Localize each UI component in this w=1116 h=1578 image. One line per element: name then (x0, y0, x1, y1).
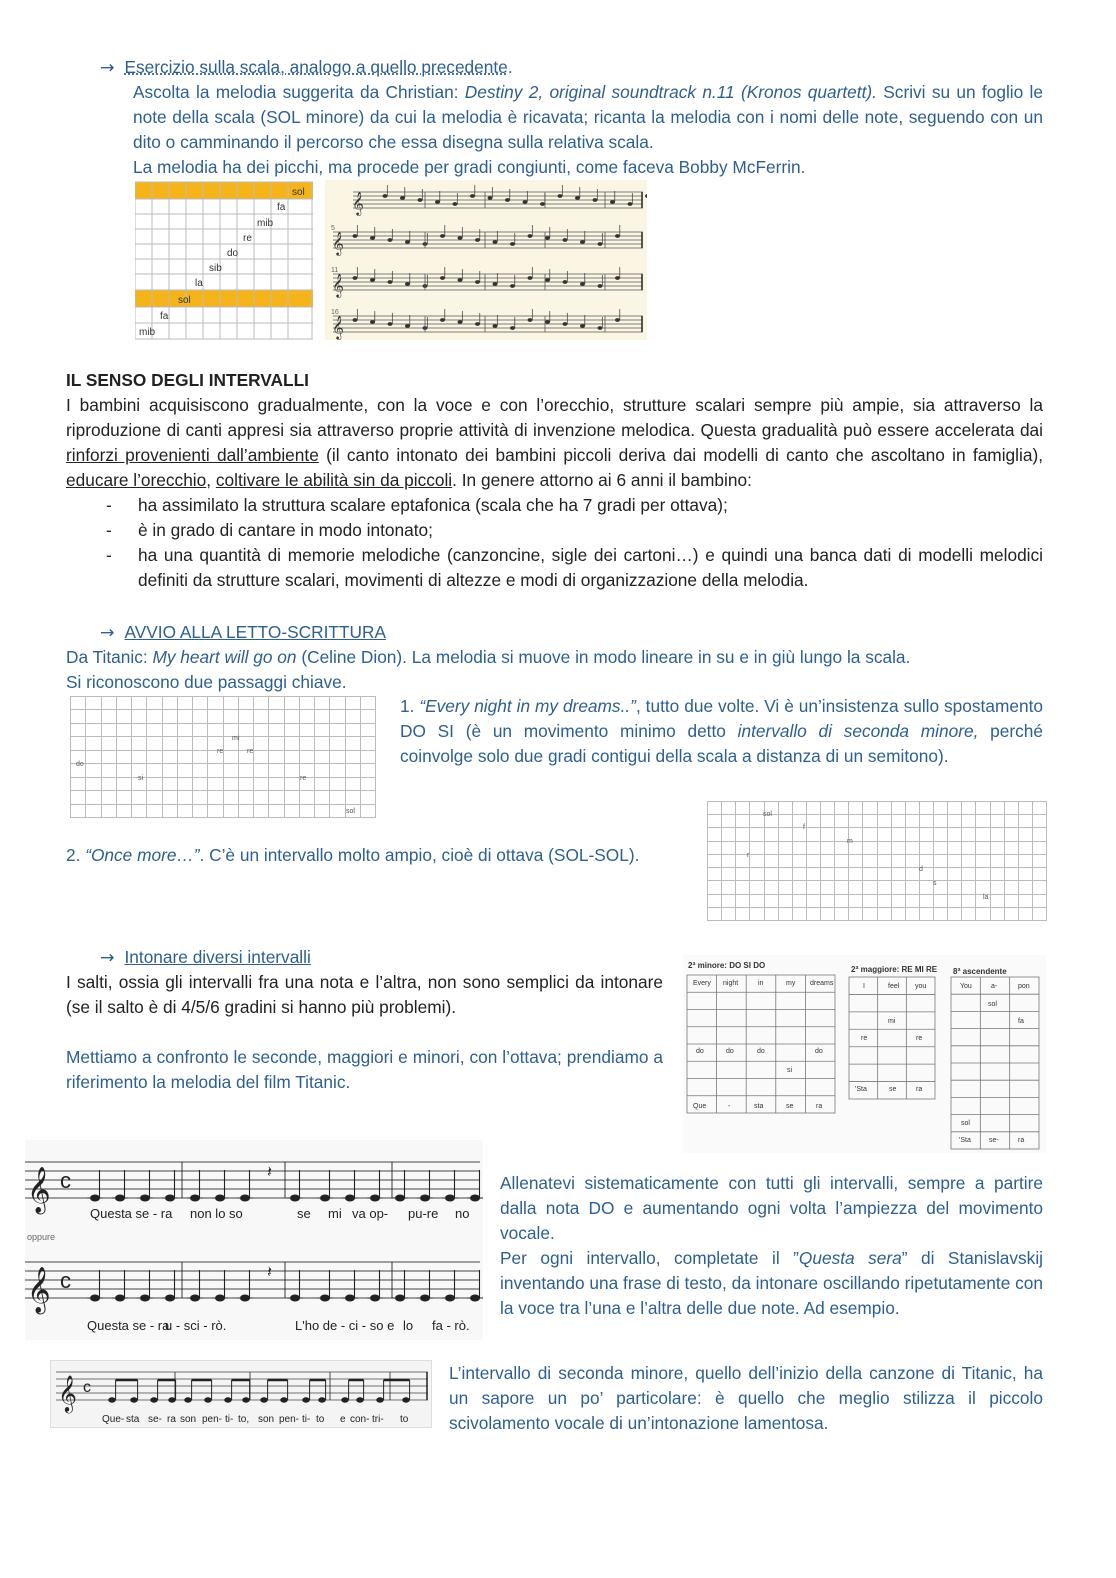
svg-text:ra: ra (816, 1103, 823, 1110)
lyric: Questa se - ra (87, 1318, 170, 1333)
svg-text:-: - (728, 1103, 731, 1110)
grid-note: re (217, 748, 224, 755)
scale-label: sol (178, 295, 191, 306)
grid-note: la (983, 894, 989, 901)
questa-sera-score (25, 1140, 483, 1340)
svg-text:c: c (83, 1379, 91, 1396)
grid-note: mi (232, 735, 240, 742)
soundtrack-title: Destiny 2, original soundtrack n.11 (Kronos quartett). (464, 82, 877, 102)
svg-text:𝄞: 𝄞 (58, 1375, 77, 1411)
svg-text:𝄞: 𝄞 (332, 317, 344, 339)
oppure-label: oppure (27, 1232, 56, 1242)
table-title: 2ª maggiore: RE MI RE (851, 965, 938, 974)
link-ear[interactable]: educare l’orecchio (66, 470, 207, 490)
table-title: 8ª ascendente (953, 967, 1007, 976)
grid-note: s (933, 880, 937, 887)
grid-note: sol (346, 808, 355, 815)
svg-text:Que: Que (693, 1103, 707, 1110)
svg-text:'Sta: 'Sta (855, 1086, 867, 1093)
lyric: se (297, 1206, 311, 1221)
grid-note: sol (763, 811, 772, 818)
svg-text:𝄞: 𝄞 (332, 233, 344, 255)
svg-text:se-: se- (989, 1137, 999, 1144)
scale-label: re (243, 233, 252, 244)
svg-text:sta: sta (754, 1103, 764, 1110)
link-skills[interactable]: coltivare le abilità sin da piccoli (215, 470, 453, 490)
intervals-paragraph: I bambini acquisiscono gradualmente, con la voce e con l’orecchio, strutture scalari sempre più ampie, sia attraverso la riproduzione di canti appresi sia attraverso proprie attività di invenzione melodica. Questa gradualità può essere accelerata dai rinforzi provenienti dall’ambiente (il canto intonato dei bambini piccoli deriva dai modelli di canto che ascoltano in famiglia), educare l’orecchio, coltivare le abilità sin da piccoli. In genere attorno ai 6 anni il bambino: (66, 395, 1043, 490)
svg-text:sta: sta (126, 1414, 140, 1425)
lyric: lo (403, 1318, 414, 1333)
svg-text:re: re (916, 1035, 923, 1042)
svg-text:con-: con- (350, 1414, 370, 1425)
measure-number: 11 (331, 267, 339, 274)
exercise-note: La melodia ha dei picchi, ma procede per gradi congiunti, come faceva Bobby McFerrin. (133, 157, 806, 177)
grid-note: re (247, 748, 254, 755)
svg-text:𝄞: 𝄞 (27, 1168, 51, 1212)
svg-text:se: se (889, 1086, 897, 1093)
svg-text:ti-: ti- (225, 1414, 234, 1425)
scale-label: sib (209, 263, 222, 274)
titanic-grid-1 (70, 696, 378, 818)
svg-text:in: in (758, 980, 764, 987)
lyric: mi (328, 1206, 342, 1221)
grid-note: do (76, 761, 84, 768)
grid-note: m (847, 838, 853, 845)
svg-text:𝄞: 𝄞 (332, 275, 344, 297)
svg-text:Que-: Que- (102, 1414, 125, 1425)
svg-text:dreams: dreams (810, 980, 834, 987)
lyric: L'ho de - ci - so e (295, 1318, 395, 1333)
link-ambient[interactable]: rinforzi provenienti dall’ambiente (66, 445, 319, 465)
svg-text:you: you (915, 983, 927, 990)
svg-text:si: si (787, 1067, 793, 1074)
svg-text:𝄽: 𝄽 (267, 1164, 272, 1181)
svg-text:to,: to, (238, 1414, 250, 1425)
scale-label: fa (160, 311, 169, 322)
lyric: u - sci - rò. (165, 1318, 227, 1333)
comparison-paragraph: Mettiamo a confronto le seconde, maggiori e minori, con l’ottava; prendiamo a riferimento la melodia del film Titanic. (66, 1047, 663, 1092)
svg-text:𝄽: 𝄽 (267, 1264, 272, 1281)
svg-text:mi: mi (888, 1018, 896, 1025)
lyric: pu-re (408, 1206, 439, 1221)
svg-text:𝄞: 𝄞 (352, 193, 364, 215)
svg-text:do: do (815, 1048, 823, 1055)
svg-text:ti-: ti- (302, 1414, 311, 1425)
svg-text:pen-: pen- (202, 1414, 223, 1425)
measure-number: 5 (331, 225, 335, 232)
svg-text:ra: ra (167, 1414, 176, 1425)
list-item: - è in grado di cantare in modo intonato; (66, 518, 1043, 543)
stanislavskij-paragraph: Per ogni intervallo, completate il ”Questa sera” di Stanislavskij inventando una frase di testo, da intonare oscillando ripetutamente con la voce tra l’una e l’altra delle due note. Ad esempio. (500, 1248, 1044, 1318)
scale-label: la (195, 278, 203, 289)
svg-text:a-: a- (991, 983, 998, 990)
svg-text:to: to (316, 1414, 325, 1425)
svg-text:fa: fa (1018, 1018, 1024, 1025)
scale-label: sol (292, 187, 305, 198)
svg-text:sol: sol (961, 1120, 970, 1127)
exercise-heading: → Esercizio sulla scala, analogo a quello precedente. (100, 57, 513, 78)
reading-heading (100, 620, 386, 646)
exercise-link-rest[interactable]: , analogo a quello precedente (280, 57, 508, 77)
lyric: fa - rò. (432, 1318, 470, 1333)
scale-grid-figure (135, 180, 313, 340)
lyric: va op- (352, 1206, 389, 1221)
titanic-grid-2 (707, 801, 1055, 927)
lyric: non lo so (190, 1206, 243, 1221)
svg-text:'Sta: 'Sta (959, 1137, 971, 1144)
intervals-heading (100, 945, 311, 971)
svg-text:do: do (726, 1048, 734, 1055)
list-item: - ha una quantità di memorie melodiche (canzoncine, sigle dei cartoni…) e quindi una banca dati di modelli melodici definiti da strutture scalari, movimenti di altezze e modi di organizzazione della melodia. (66, 543, 1043, 593)
arrow-right-icon: → (100, 58, 115, 78)
development-list (66, 493, 1043, 593)
svg-text:You: You (960, 983, 972, 990)
titanic-intro: Da Titanic: My heart will go on (Celine Dion). La melodia si muove in modo lineare in su e in giù lungo la scala. (66, 647, 911, 667)
lyric: Questa se - ra (90, 1206, 173, 1221)
table-title: 2ª minore: DO SI DO (688, 961, 766, 970)
exercise-paragraph: Ascolta la melodia suggerita da Christian: Destiny 2, original soundtrack n.11 (Kronos quartett). Scrivi su un foglio le note della scala (SOL minore) da cui la melodia è ricavata; ricanta la melodia con i nomi delle note, seguendo con un dito o camminando il percorso che essa disegna sulla relativa scala. (133, 82, 1043, 152)
list-item: - ha assimilato la struttura scalare eptafonica (scala che ha 7 gradi per ottava); (66, 493, 1043, 518)
scale-label: do (227, 248, 239, 259)
svg-text:feel: feel (888, 983, 900, 990)
intervals-link[interactable]: Intonare diversi intervalli (124, 947, 311, 967)
svg-text:do: do (696, 1048, 704, 1055)
svg-text:e: e (340, 1414, 346, 1425)
svg-text:pon: pon (1018, 983, 1030, 990)
svg-text:c: c (60, 1168, 71, 1193)
arrow-right-icon: → (100, 623, 115, 643)
point-two: 2. “Once more…”. C’è un intervallo molto ampio, cioè di ottava (SOL-SOL). (66, 845, 640, 865)
jumps-paragraph: I salti, ossia gli intervalli fra una nota e l’altra, non sono semplici da intonare (se il salto è di 4/5/6 gradini si hanno più problemi). (66, 972, 663, 1017)
arrow-right-icon: → (100, 948, 115, 968)
svg-text:pen-: pen- (279, 1414, 300, 1425)
destiny-score (325, 180, 647, 340)
measure-number: 16 (331, 309, 339, 316)
pentito-score (50, 1360, 432, 1428)
practice-paragraph: Allenatevi sistematicamente con tutti gli intervalli, sempre a partire dalla nota DO e aumentando ogni volta l’ampiezza del movimento vocale. (500, 1173, 1043, 1243)
svg-text:Every: Every (693, 980, 711, 987)
svg-text:𝄞: 𝄞 (27, 1268, 51, 1312)
interval-tables (683, 955, 1046, 1153)
svg-text:night: night (723, 980, 739, 987)
svg-text:my: my (786, 980, 796, 987)
svg-text:c: c (60, 1268, 71, 1293)
svg-text:re: re (861, 1035, 868, 1042)
point-one: 1. “Every night in my dreams..”, tutto due volte. Vi è un’insistenza sullo spostamento DO SI (è un movimento minimo detto intervallo di seconda minore, perché coinvolge solo due gradi contigui della scala a distanza di un semitono). (400, 696, 1043, 766)
svg-text:se: se (786, 1103, 794, 1110)
svg-text:ra: ra (916, 1086, 923, 1093)
svg-text:sol: sol (988, 1001, 997, 1008)
grid-note: d (919, 866, 923, 873)
section-title: IL SENSO DEGLI INTERVALLI (66, 370, 309, 390)
grid-note: si (138, 775, 144, 782)
svg-text:se-: se- (148, 1414, 162, 1425)
exercise-link[interactable]: Esercizio sulla scala (124, 57, 281, 77)
grid-note: re (300, 775, 307, 782)
svg-text:tri-: tri- (372, 1414, 384, 1425)
titanic-intro2: Si riconoscono due passaggi chiave. (66, 672, 347, 692)
grid-note: f (803, 824, 805, 831)
scale-label: mib (139, 327, 156, 338)
lyric: no (455, 1206, 470, 1221)
scale-label: mib (257, 218, 274, 229)
grid-note: r (747, 852, 750, 859)
svg-text:do: do (757, 1048, 765, 1055)
svg-text:I: I (863, 983, 865, 990)
scale-label: fa (277, 202, 286, 213)
reading-link[interactable]: AVVIO ALLA LETTO-SCRITTURA (124, 622, 387, 642)
svg-text:ra: ra (1018, 1137, 1025, 1144)
svg-text:to: to (400, 1414, 409, 1425)
minor-second-paragraph: L’intervallo di seconda minore, quello dell’inizio della canzone di Titanic, ha un sapore un po’ particolare: è quello che meglio stilizza il piccolo scivolamento vocale di un’intonazione lamentosa. (449, 1363, 1043, 1433)
svg-text:son: son (258, 1414, 275, 1425)
svg-text:son: son (180, 1414, 197, 1425)
